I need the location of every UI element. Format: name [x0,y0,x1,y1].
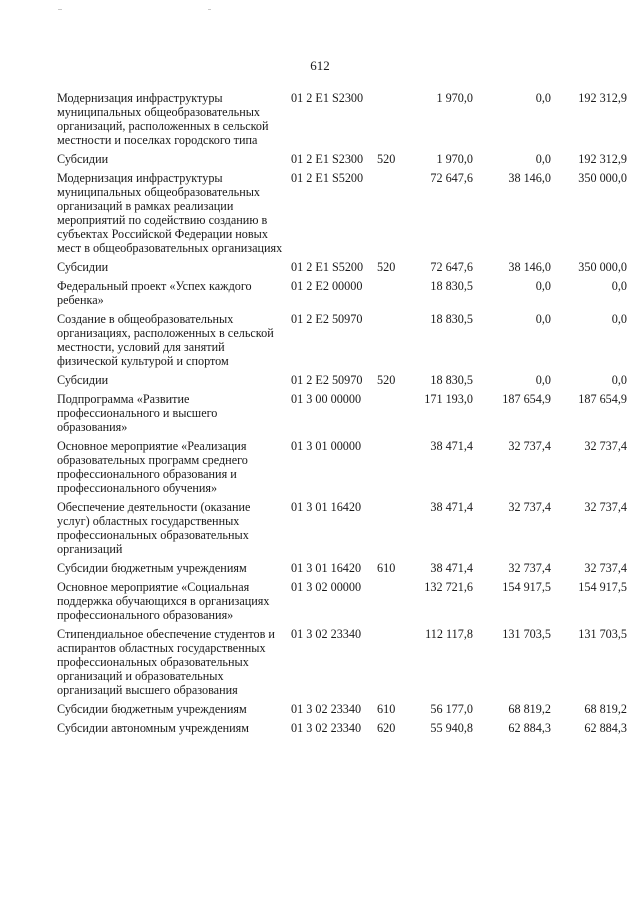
row-value-2019-cell: 18 830,5 [430,373,473,387]
row-code-cell: 01 3 02 00000 [291,580,362,594]
row-value-2019-cell: 132 721,6 [424,580,473,594]
row-value-2021-cell: 32 737,4 [584,439,627,453]
row-value-2020-cell: 32 737,4 [508,439,551,453]
table-row [57,91,627,152]
scan-artifact-line [58,9,62,10]
row-value-2020-cell: 154 917,5 [502,580,551,594]
row-code-cell: 01 3 01 16420 [291,500,362,514]
row-type-cell [377,312,407,373]
row-type-cell: 610 [377,561,396,575]
row-value-2020-cell: 131 703,5 [502,627,551,641]
row-value-2020-cell: 0,0 [535,152,551,166]
row-type-cell [377,279,407,312]
row-value-2019-cell: 1 970,0 [436,91,473,105]
row-type-cell: 520 [377,152,396,166]
row-value-2019-cell: 38 471,4 [430,561,473,575]
row-value-2021-cell: 32 737,4 [584,500,627,514]
row-value-2020-cell: 0,0 [535,373,551,387]
row-value-2020-cell: 38 146,0 [508,260,551,274]
table-row [57,171,627,260]
row-name-cell: Обеспечение деятельности (оказание услуг) областных государственных профессиональных образовательных организаций [57,500,251,556]
row-code-cell: 01 2 E1 S5200 [291,260,364,274]
table-row [57,373,627,392]
row-value-2019-cell: 18 830,5 [430,279,473,293]
page-number: 612 [310,58,330,73]
row-name-cell: Субсидии [57,260,109,274]
row-code-cell: 01 2 E2 50970 [291,312,363,326]
row-value-2019-cell: 72 647,6 [430,171,473,185]
row-value-2021-cell: 192 312,9 [578,152,627,166]
row-type-cell: 620 [377,721,396,735]
row-code-cell: 01 2 E2 00000 [291,279,363,293]
row-type-cell [377,392,407,439]
row-value-2019-cell: 38 471,4 [430,500,473,514]
row-value-2021-cell: 68 819,2 [584,702,627,716]
row-type-cell [377,91,407,152]
row-value-2020-cell: 38 146,0 [508,171,551,185]
table-row [57,702,627,721]
table-row [57,627,627,702]
row-code-cell: 01 3 02 23340 [291,627,362,641]
row-name-cell: Субсидии [57,152,109,166]
table-row [57,580,627,627]
budget-table [57,91,627,740]
table-row [57,561,627,580]
row-name-cell: Субсидии бюджетным учреждениям [57,561,247,575]
row-name-cell: Основное мероприятие «Реализация образовательных программ среднего профессионального образования и профессионального обучения» [57,439,248,495]
row-value-2020-cell: 62 884,3 [508,721,551,735]
row-value-2020-cell: 68 819,2 [508,702,551,716]
row-code-cell: 01 3 02 23340 [291,721,362,735]
row-value-2019-cell: 171 193,0 [424,392,473,406]
row-value-2020-cell: 32 737,4 [508,500,551,514]
row-code-cell: 01 2 E1 S2300 [291,152,364,166]
table-row [57,721,627,740]
row-name-cell: Основное мероприятие «Социальная поддержка обучающихся в организациях профессионального образования» [57,580,270,622]
row-code-cell: 01 2 E1 S2300 [291,91,364,105]
row-type-cell: 610 [377,702,396,716]
row-value-2021-cell: 350 000,0 [578,260,627,274]
scan-artifact-line [208,9,211,10]
row-value-2020-cell: 32 737,4 [508,561,551,575]
row-value-2019-cell: 1 970,0 [436,152,473,166]
table-row [57,260,627,279]
row-value-2021-cell: 0,0 [611,279,627,293]
row-code-cell: 01 3 00 00000 [291,392,362,406]
table-row [57,500,627,561]
row-name-cell: Субсидии [57,373,109,387]
row-value-2021-cell: 0,0 [611,312,627,326]
row-value-2021-cell: 0,0 [611,373,627,387]
table-row [57,439,627,500]
row-name-cell: Федеральный проект «Успех каждого ребенка» [57,279,252,307]
row-type-cell [377,500,407,561]
row-type-cell [377,171,407,260]
row-code-cell: 01 2 E1 S5200 [291,171,364,185]
row-value-2019-cell: 112 117,8 [425,627,473,641]
row-name-cell: Создание в общеобразовательных организациях, расположенных в сельской местности, условий для занятий физической культурой и спортом [57,312,274,368]
row-value-2021-cell: 32 737,4 [584,561,627,575]
row-value-2020-cell: 0,0 [535,279,551,293]
row-value-2019-cell: 38 471,4 [430,439,473,453]
row-name-cell: Модернизация инфраструктуры муниципальных общеобразовательных организаций в рамках реализации мероприятий по содействию созданию в субъектах Российской Федерации новых мест в общеобразовательных организациях [57,171,283,255]
row-value-2020-cell: 187 654,9 [502,392,551,406]
table-row [57,392,627,439]
row-name-cell: Модернизация инфраструктуры муниципальных общеобразовательных организаций, расположенных в сельской местности и поселках городского типа [57,91,269,147]
row-type-cell: 520 [377,260,396,274]
row-type-cell: 520 [377,373,396,387]
row-value-2020-cell: 0,0 [535,312,551,326]
row-name-cell: Подпрограмма «Развитие профессионального и высшего образования» [57,392,218,434]
table-row [57,152,627,171]
row-type-cell [377,627,407,702]
row-type-cell [377,439,407,500]
row-name-cell: Стипендиальное обеспечение студентов и аспирантов областных государственных профессиональных образовательных организаций и образовательных организаций высшего образования [57,627,275,697]
row-type-cell [377,580,407,627]
row-name-cell: Субсидии бюджетным учреждениям [57,702,247,716]
table-row [57,279,627,312]
row-code-cell: 01 3 02 23340 [291,702,362,716]
row-value-2019-cell: 55 940,8 [430,721,473,735]
row-value-2019-cell: 18 830,5 [430,312,473,326]
row-code-cell: 01 3 01 00000 [291,439,362,453]
row-value-2020-cell: 0,0 [535,91,551,105]
row-value-2021-cell: 62 884,3 [584,721,627,735]
row-value-2019-cell: 72 647,6 [430,260,473,274]
row-value-2021-cell: 154 917,5 [578,580,627,594]
row-value-2021-cell: 187 654,9 [578,392,627,406]
row-value-2021-cell: 350 000,0 [578,171,627,185]
row-name-cell: Субсидии автономным учреждениям [57,721,249,735]
row-value-2021-cell: 192 312,9 [578,91,627,105]
row-value-2019-cell: 56 177,0 [430,702,473,716]
row-code-cell: 01 3 01 16420 [291,561,362,575]
row-value-2021-cell: 131 703,5 [578,627,627,641]
row-code-cell: 01 2 E2 50970 [291,373,363,387]
table-row [57,312,627,373]
budget-table-body [57,91,627,740]
